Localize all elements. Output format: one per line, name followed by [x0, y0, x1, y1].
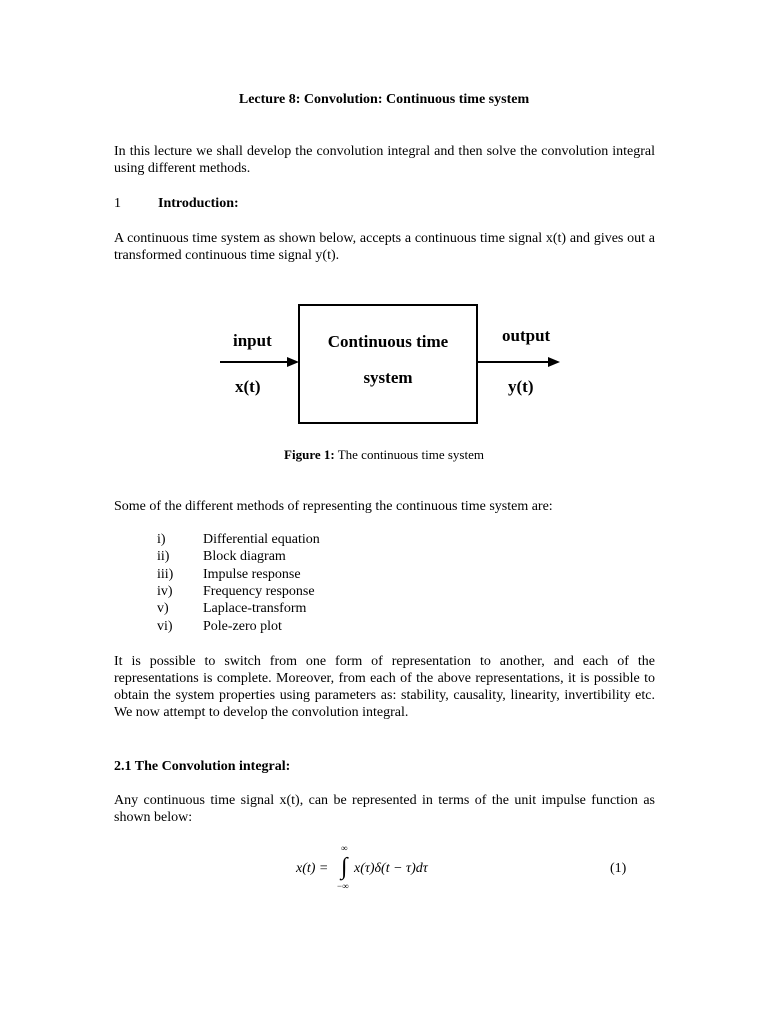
section-1-number: 1: [114, 196, 121, 211]
integral-sign: ∫: [341, 854, 348, 880]
methods-intro: Some of the different methods of representing the continuous time system are:: [114, 499, 553, 514]
representation-paragraph: It is possible to switch from one form of representation to another, and each of the representations is complete. Moreover, from each of the above representations, it is possible to obtain the system properties using parameters as: stability, causality, linearity, invertibility etc. We now attempt to develop the convolution integral.: [114, 654, 655, 720]
section-2-paragraph: Any continuous time signal x(t), can be represented in terms of the unit impulse function as shown below:: [114, 793, 655, 825]
output-signal-label: y(t): [508, 377, 534, 396]
equation-lower-limit: −∞: [337, 881, 349, 891]
equation-integrand: x(τ)δ(t − τ)dτ: [354, 861, 428, 876]
equation-lhs: x(t) =: [296, 861, 329, 876]
list-item: ii) Block diagram: [157, 549, 286, 564]
figure-caption-prefix: Figure 1:: [284, 447, 335, 462]
figure-caption: [0, 446, 768, 463]
system-box-label-line2: system: [363, 368, 413, 387]
page-title: Lecture 8: Convolution: Continuous time system: [238, 92, 530, 107]
list-item: i) Differential equation: [157, 532, 320, 547]
list-item: iv) Frequency response: [157, 584, 315, 599]
list-item: v) Laplace-transform: [157, 601, 307, 616]
list-item: iii) Impulse response: [157, 567, 301, 582]
section-1-heading: Introduction:: [158, 196, 239, 211]
continuous-time-system-diagram: [220, 296, 565, 431]
section-2-heading: 2.1 The Convolution integral:: [114, 759, 291, 774]
equation-number: (1): [610, 861, 627, 876]
section-1-paragraph: A continuous time system as shown below, accepts a continuous time signal x(t) and gives out a transformed continuous time signal y(t).: [114, 231, 655, 263]
output-label: output: [502, 326, 551, 345]
list-item: vi) Pole-zero plot: [157, 619, 282, 634]
system-box: [299, 305, 477, 423]
system-box-label-line1: Continuous time: [327, 332, 449, 351]
input-label: input: [233, 331, 272, 350]
figure-caption-text: The continuous time system: [334, 447, 484, 462]
equation-upper-limit: ∞: [341, 843, 348, 853]
input-signal-label: x(t): [235, 377, 261, 396]
intro-paragraph: In this lecture we shall develop the convolution integral and then solve the convolution integral using different methods.: [114, 144, 655, 176]
input-arrow-head: [287, 357, 299, 367]
output-arrow-head: [548, 357, 560, 367]
